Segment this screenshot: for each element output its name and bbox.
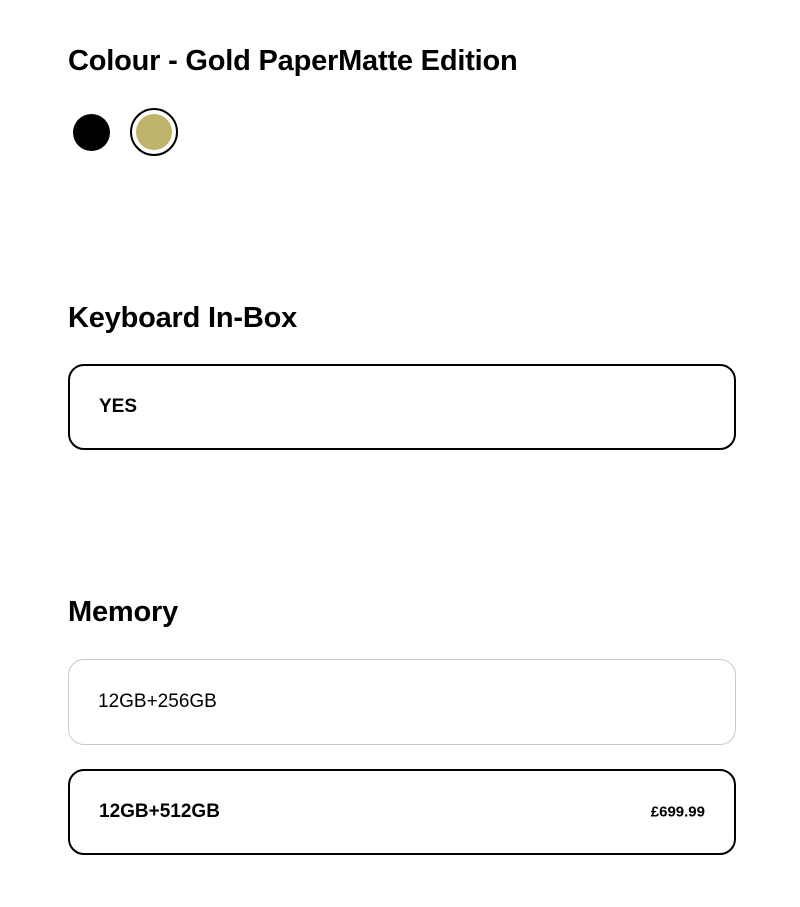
colour-swatch-row (68, 106, 268, 158)
colour-section-title: Colour - Gold PaperMatte Edition (68, 45, 518, 77)
memory-option-12gb-512gb[interactable] (68, 769, 736, 855)
colour-swatch-black[interactable] (68, 106, 116, 154)
option-label: 12GB+512GB (99, 801, 220, 822)
keyboard-option-yes[interactable] (68, 364, 736, 450)
memory-section-title: Memory (68, 596, 178, 628)
black-colour-dot (73, 114, 110, 151)
memory-option-12gb-256gb[interactable] (68, 659, 736, 745)
option-price: £699.99 (650, 803, 705, 821)
option-label: YES (99, 396, 138, 417)
gold-colour-dot (136, 114, 172, 150)
colour-swatch-gold-selected[interactable] (130, 108, 178, 156)
keyboard-section-title: Keyboard In-Box (68, 302, 298, 334)
option-label: 12GB+256GB (98, 691, 217, 712)
